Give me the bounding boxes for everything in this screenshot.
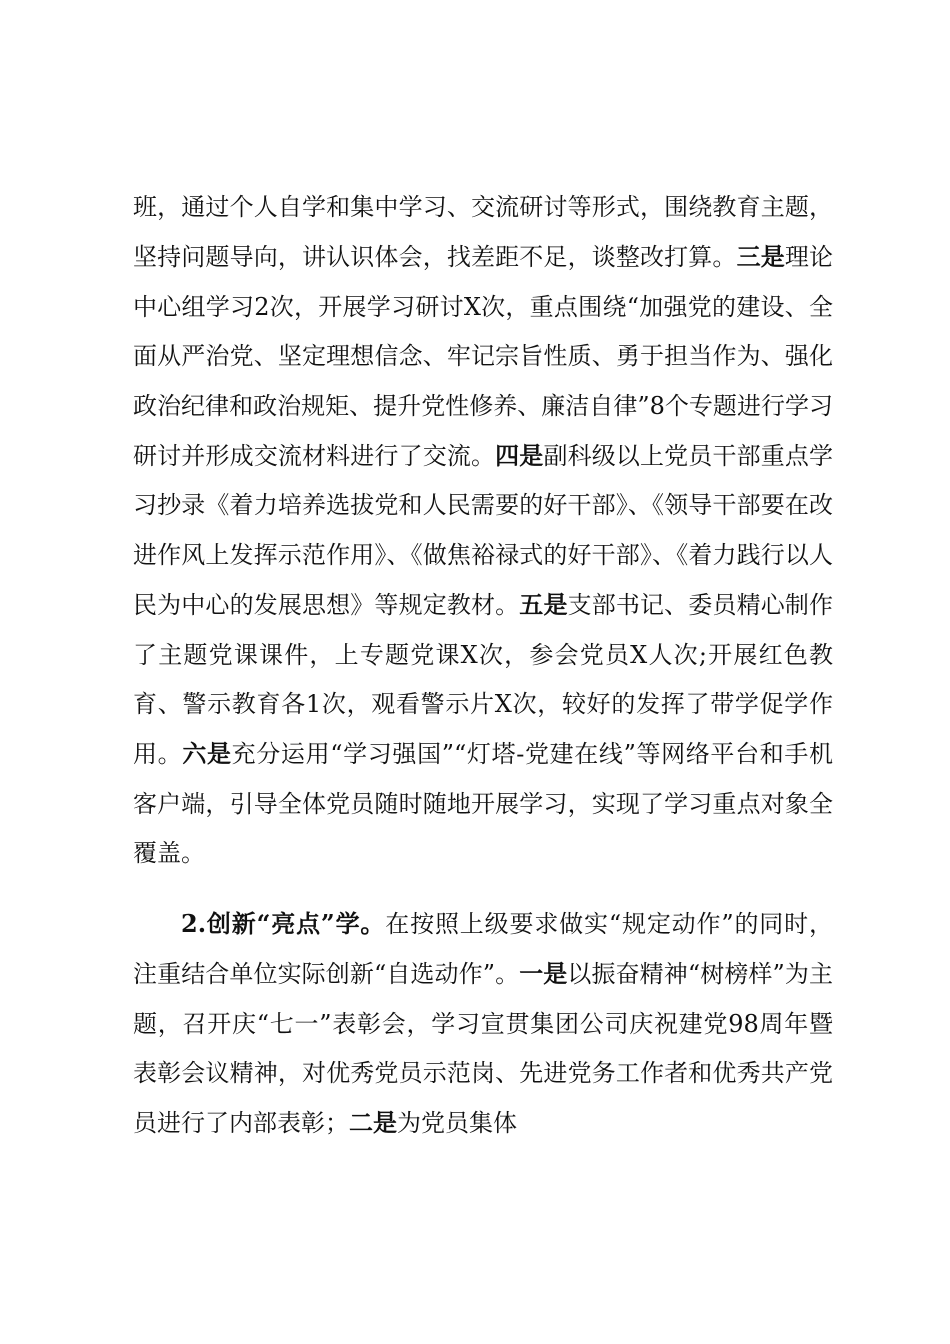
enumeration-marker: 二是 [349, 1108, 397, 1138]
sentence-text: 班，通过个人自学和集中学习、交流研讨等形式，围绕教育主题，坚持问题导向，讲认识体会，找差距不足，谈整改打算。 [133, 193, 833, 272]
document-body [133, 183, 833, 1149]
sentence-text: 为党员集体 [397, 1109, 517, 1138]
enumeration-marker: 一是 [519, 959, 568, 989]
enumeration-marker: 六是 [182, 739, 232, 769]
sentence-text: 充分运用“学习强国”“灯塔-党建在线”等网络平台和手机客户端，引导全体党员随时随地开展学习，实现了学习重点对象全覆盖。 [133, 740, 834, 868]
sentence-text: 在按照上级要求做实“规定动作”的同时，注重结合单位实际创新“自选动作”。 [133, 909, 833, 989]
enumeration-marker: 四是 [495, 441, 544, 471]
enumeration-marker: 五是 [519, 590, 568, 620]
enumeration-marker: 三是 [736, 242, 785, 272]
paragraph-study-activities [133, 183, 833, 879]
paragraph-innovation [133, 899, 833, 1149]
sentence-text: 理论中心组学习2次，开展学习研讨X次，重点围绕“加强党的建设、全面从严治党、坚定理想信念、牢记宗旨性质、勇于担当作为、强化政治纪律和政治规矩、提升党性修养、廉洁自律”8个专题进行学习研讨并形成交流材料进行了交流。 [133, 243, 834, 471]
sentence-text: 以振奋精神“树榜样”为主题，召开庆“七一”表彰会，学习宣贯集团公司庆祝建党98周年暨表彰会议精神，对优秀党员示范岗、先进党务工作者和优秀共产党员进行了内部表彰； [133, 960, 833, 1138]
sentence-text: 副科级以上党员干部重点学习抄录《着力培养选拔党和人民需要的好干部》、《领导干部要在改进作风上发挥示范作用》、《做焦裕禄式的好干部》、《着力践行以人民为中心的发展思想》等规定教材。 [133, 442, 834, 620]
sentence-text: 支部书记、委员精心制作了主题党课课件，上专题党课X次，参会党员X人次;开展红色教育、警示教育各1次，观看警示片X次，较好的发挥了带学促学作用。 [133, 591, 834, 769]
section-heading: 2.创新“亮点”学。 [181, 908, 386, 938]
